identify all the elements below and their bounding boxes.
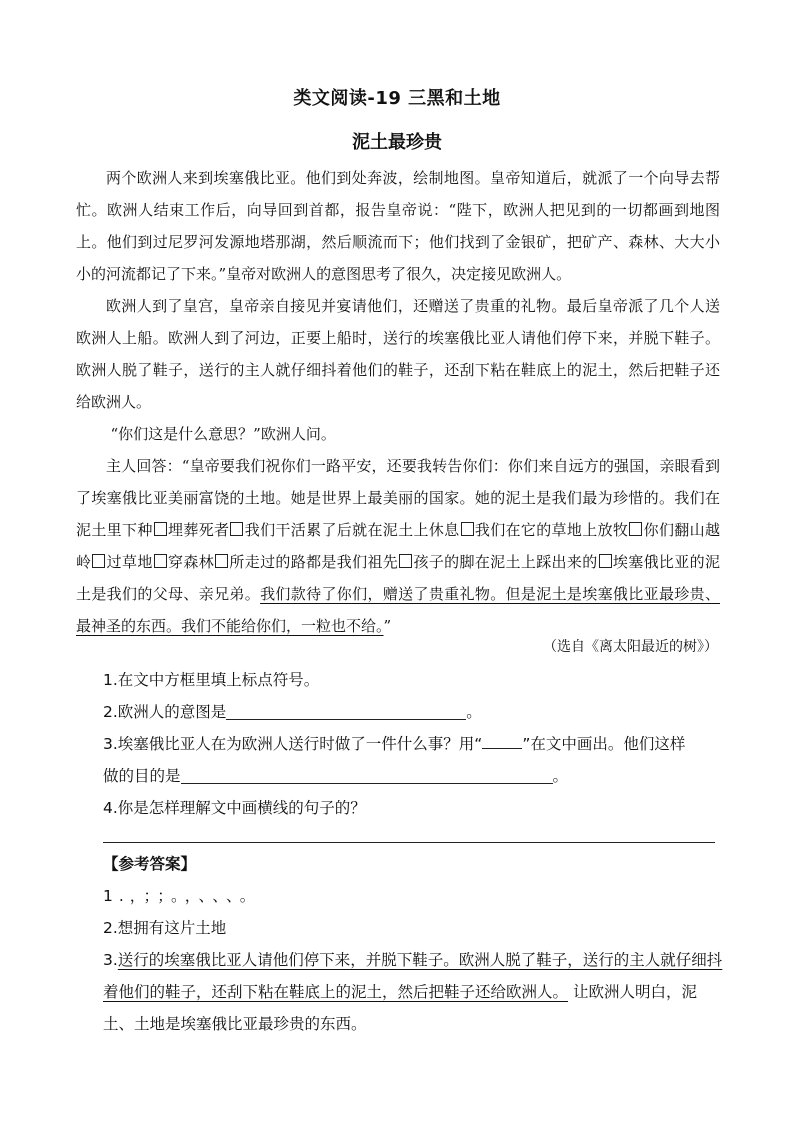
passage-paragraph-1: 两个欧洲人来到埃塞俄比亚。他们到处奔波，绘制地图。皇帝知道后，就派了一个向导去帮忙。欧洲人结束工作后，向导回到首都，报告皇帝说：“陛下，欧洲人把见到的一切都画到地图上。他们到过尼罗河发源地塔那湖，然后顺流而下；他们找到了金银矿，把矿产、森林、大大小小的河流都记了下来。”皇帝对欧洲人的意图思考了很久，决定接见欧洲人。 [76, 169, 720, 283]
punctuation-box[interactable] [461, 522, 474, 536]
passage-text-segment: 我们在它的草地上放牧 [474, 521, 629, 539]
answer-3 [103, 944, 723, 1040]
question-3-text: 做的目的是 [103, 767, 181, 785]
passage-paragraph-3: “你们这是什么意思？”欧洲人问。 [110, 425, 336, 443]
questions-section [103, 664, 723, 824]
punctuation-box[interactable] [154, 554, 167, 568]
underlined-sentence: 我们款待了你们，赠送了贵重礼物。但是泥土是埃塞俄比亚最珍贵、最神圣的东西。我们不能给你们，一粒也不给。 [76, 585, 720, 635]
question-2 [103, 696, 723, 728]
question-3-end: 。 [552, 767, 569, 785]
passage-text-segment: 过草地 [106, 553, 153, 571]
punctuation-box[interactable] [399, 554, 412, 568]
passage-paragraph-2: 欧洲人到了皇宫，皇帝亲自接见并宴请他们，还赠送了贵重的礼物。最后皇帝派了几个人送欧洲人上船。欧洲人到了河边，正要上船时，送行的埃塞俄比亚人请他们停下来，并脱下鞋子。欧洲人脱了鞋子，送行的主人就仔细抖着他们的鞋子，还刮下粘在鞋底上的泥土，然后把鞋子还给欧洲人。 [76, 297, 720, 411]
answer-3-number: 3. [103, 951, 118, 969]
passage-text-segment: 你们翻山越岭 [76, 521, 720, 571]
question-4: 4.你是怎样理解文中画横线的句子的？ [103, 799, 366, 817]
answers-header: 【参考答案】 [103, 855, 197, 873]
question-3-text-cont: ”在文中画出。他们这样 [522, 735, 686, 753]
punctuation-box[interactable] [629, 522, 642, 536]
question-2-end: 。 [466, 703, 482, 721]
worksheet-title: 类文阅读-19 三黑和土地 [293, 88, 501, 109]
source-citation: （选自《离太阳最近的树》） [543, 639, 718, 655]
passage-text-segment: ” [383, 617, 392, 635]
answer-blank[interactable] [226, 701, 466, 720]
passage-paragraph-4 [76, 450, 720, 642]
answers-section [103, 848, 723, 1040]
underline-symbol [482, 734, 522, 749]
passage-text-segment: 埃塞俄比亚的泥土是我们的父母、亲兄弟。 [76, 553, 720, 603]
question-2-text: 2.欧洲人的意图是 [103, 703, 227, 721]
punctuation-box[interactable] [230, 522, 243, 536]
passage-text-segment: 所走过的路都是我们祖先 [229, 553, 399, 571]
passage-text-segment: 主人回答：“皇帝要我们祝你们一路平安，还要我转告你们：你们来自远方的强国，亲眼看到了埃塞俄比亚美丽富饶的土地。她是世界上最美丽的国家。她的泥土是我们最为珍惜的。我们在泥土里下种 [76, 457, 720, 539]
question-3 [103, 728, 723, 760]
answer-3-underlined: 送行的埃塞俄比亚人请他们停下来，并脱下鞋子。欧洲人脱了鞋子，送行的主人就仔细抖着他们的鞋子，还刮下粘在鞋底上的泥土，然后把鞋子还给欧洲人。 [103, 951, 723, 1001]
passage-text-segment: 穿森林 [167, 553, 215, 571]
punctuation-box[interactable] [92, 554, 105, 568]
answer-blank-line[interactable] [103, 842, 715, 843]
answer-2: 2.想拥有这片土地 [103, 919, 227, 937]
punctuation-box[interactable] [154, 522, 167, 536]
answer-1: 1.，；；。，、、、。 [103, 887, 262, 905]
reading-passage [76, 162, 720, 642]
answer-blank[interactable] [181, 765, 553, 784]
passage-text-segment: 我们干活累了后就在泥土上休息 [244, 521, 460, 539]
question-3-text: 3.埃塞俄比亚人在为欧洲人送行时做了一件什么事？用“ [103, 735, 483, 753]
passage-text-segment: 埋葬死者 [167, 521, 230, 539]
punctuation-box[interactable] [215, 554, 228, 568]
passage-title: 泥土最珍贵 [352, 132, 442, 153]
question-1: 1.在文中方框里填上标点符号。 [103, 671, 320, 689]
passage-text-segment: 孩子的脚在泥土上踩出来的 [413, 553, 598, 571]
answer-3-text: 让欧洲人明白，泥土、土地是埃塞俄比亚最珍贵的东西。 [103, 983, 697, 1033]
question-3-line-2 [0, 760, 723, 792]
punctuation-box[interactable] [599, 554, 612, 568]
